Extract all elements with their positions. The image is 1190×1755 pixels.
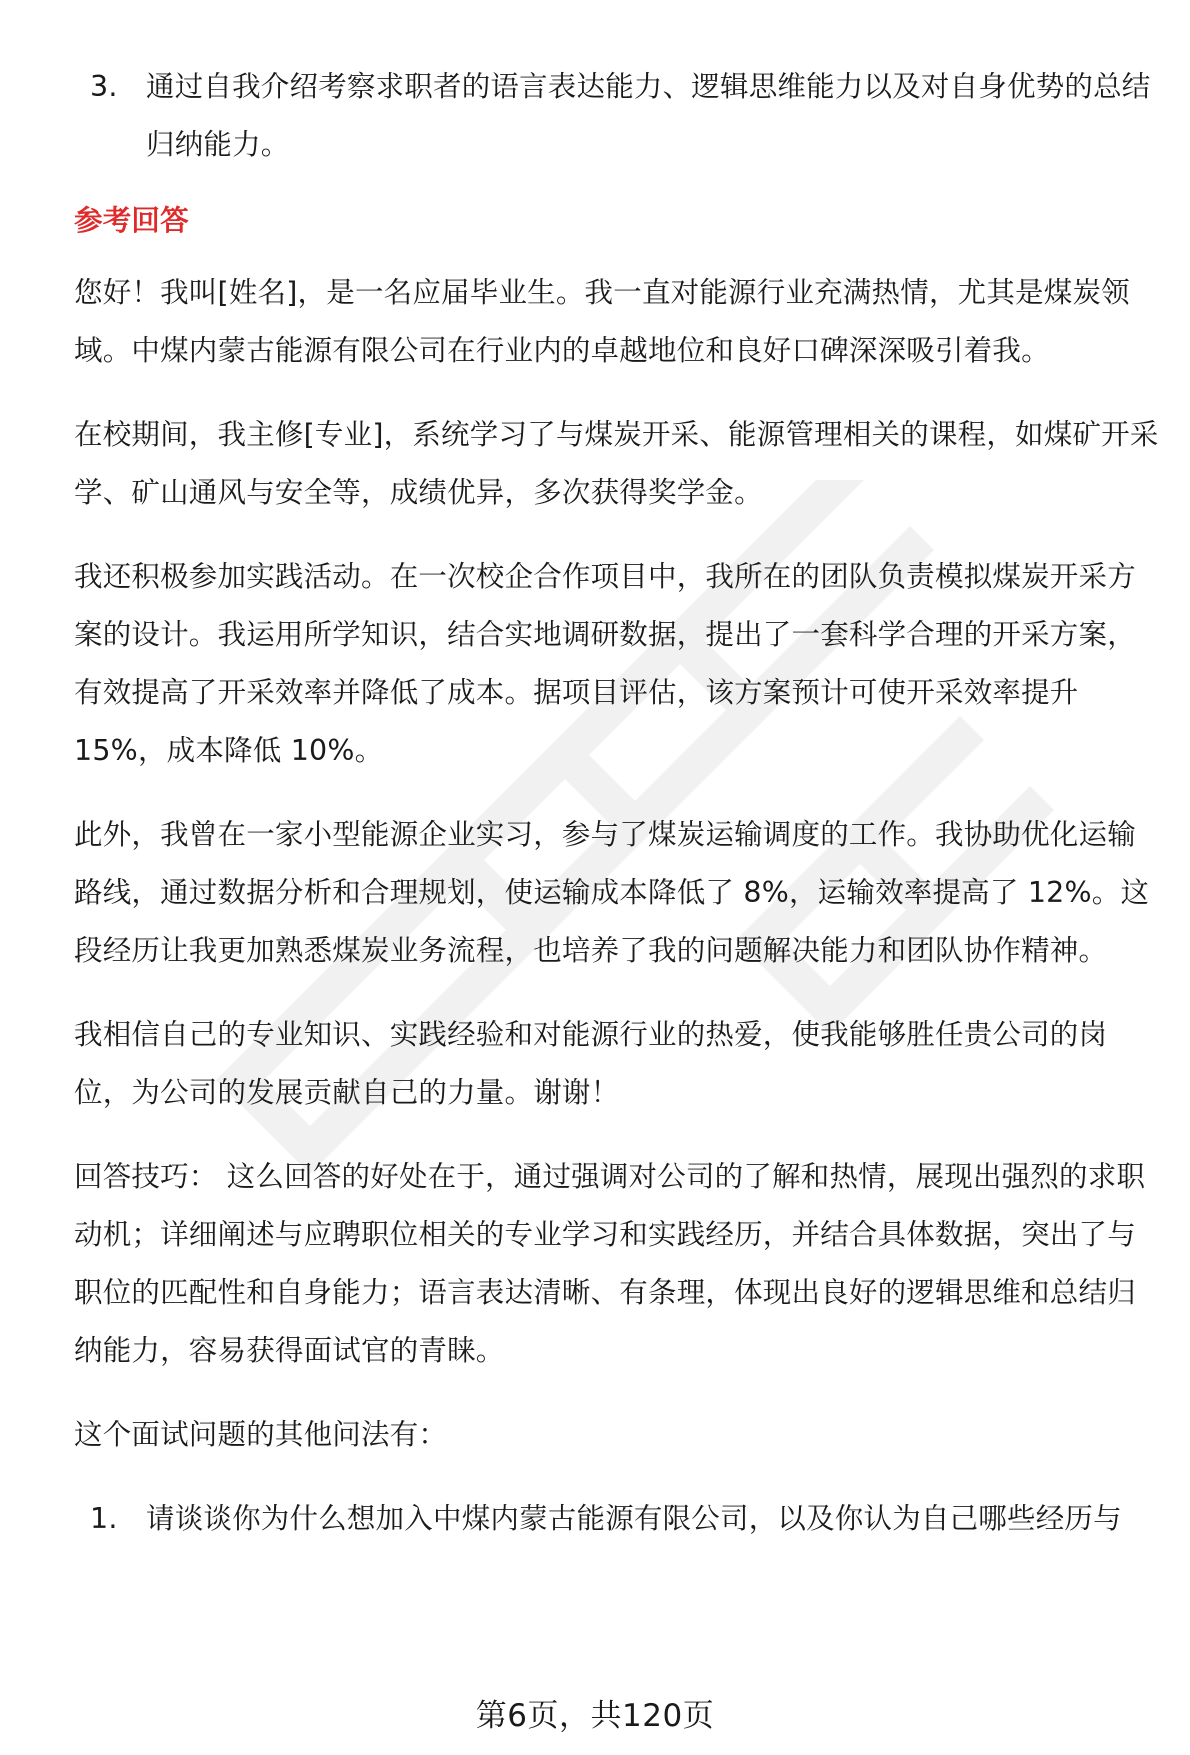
numbered-item-3 bbox=[90, 58, 1164, 174]
item-text: 请谈谈你为什么想加入中煤内蒙古能源有限公司，以及你认为自己哪些经历与 bbox=[146, 1502, 1122, 1535]
item-number: 1. bbox=[90, 1502, 118, 1535]
paragraph-internship: 此外，我曾在一家小型能源企业实习，参与了煤炭运输调度的工作。我协助优化运输路线，通过数据分析和合理规划，使运输成本降低了 8%，运输效率提高了 12%。这段经历让我更加熟悉煤炭业务流程，也培养了我的问题解决能力和团队协作精神。 bbox=[74, 818, 1150, 967]
paragraph-alternatives-intro: 这个面试问题的其他问法有： bbox=[74, 1418, 448, 1451]
paragraph-education: 在校期间，我主修[专业]，系统学习了与煤炭开采、能源管理相关的课程，如煤矿开采学、矿山通风与安全等，成绩优异，多次获得奖学金。 bbox=[74, 418, 1159, 509]
paragraph-tips: 回答技巧： 这么回答的好处在于，通过强调对公司的了解和热情，展现出强烈的求职动机；详细阐述与应聘职位相关的专业学习和实践经历，并结合具体数据，突出了与职位的匹配性和自身能力；语言表达清晰、有条理，体现出良好的逻辑思维和总结归纳能力，容易获得面试官的青睐。 bbox=[74, 1160, 1146, 1367]
document-body bbox=[74, 58, 1164, 1548]
paragraph-intro: 您好！我叫[姓名]，是一名应届毕业生。我一直对能源行业充满热情，尤其是煤炭领域。中煤内蒙古能源有限公司在行业内的卓越地位和良好口碑深深吸引着我。 bbox=[74, 276, 1130, 367]
numbered-item-1 bbox=[90, 1490, 1164, 1548]
item-number: 3. bbox=[90, 70, 118, 103]
item-text: 通过自我介绍考察求职者的语言表达能力、逻辑思维能力以及对自身优势的总结归纳能力。 bbox=[146, 70, 1151, 161]
page-footer: 第6页，共120页 bbox=[475, 1698, 715, 1734]
paragraph-closing: 我相信自己的专业知识、实践经验和对能源行业的热爱，使我能够胜任贵公司的岗位，为公司的发展贡献自己的力量。谢谢！ bbox=[74, 1018, 1108, 1109]
answer-heading: 参考回答 bbox=[74, 204, 189, 237]
paragraph-project: 我还积极参加实践活动。在一次校企合作项目中，我所在的团队负责模拟煤炭开采方案的设计。我运用所学知识，结合实地调研数据，提出了一套科学合理的开采方案，有效提高了开采效率并降低了成本。据项目评估，该方案预计可使开采效率提升 15%，成本降低 10%。 bbox=[74, 560, 1136, 767]
